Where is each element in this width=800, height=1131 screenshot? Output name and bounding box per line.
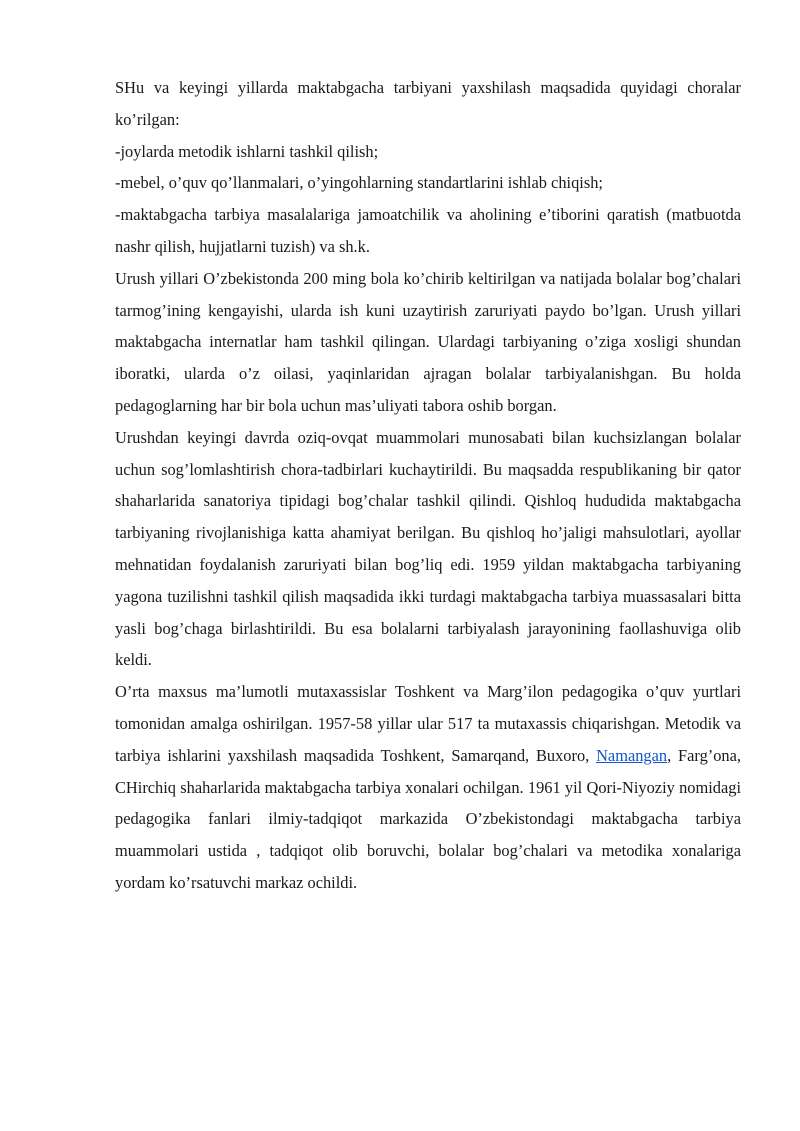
document-body (115, 72, 741, 899)
paragraph-mutaxassislar (115, 676, 741, 899)
paragraph-urushdan-keyingi: Urushdan keyingi davrda oziq-ovqat muammolari munosabati bilan kuchsizlangan bolalar uchun sog’lomlashtirish chora-tadbirlari kuchaytirildi. Bu maqsadda respublikaning bir qator shaharlarida sanatoriya tipidagi bog’chalar tashkil qilindi. Qishloq hududida maktabgacha tarbiyaning rivojlanishiga katta ahamiyat berilgan. Bu qishloq ho’jaligi mahsulotlari, ayollar mehnatidan foydalanish zaruriyati bilan bog’liq edi. 1959 yildan maktabgacha tarbiyaning yagona tuzilishni tashkil qilish maqsadida ikki turdagi maktabgacha tarbiya muassasalari bitta yasli bog’chaga birlashtirildi. Bu esa bolalarni tarbiyalash jarayonining faollashuviga olib keldi. (115, 427, 741, 670)
paragraph-urush-yillari: Urush yillari O’zbekistonda 200 ming bola ko’chirib keltirilgan va natijada bolalar bog’chalari tarmog’ining kengayishi, ularda ish kuni uzaytirish zaruriyati paydo bo’lgan. Urush yillari maktabgacha internatlar ham tashkil qilingan. Ulardagi tarbiyaning o’ziga xosligi shundan iboratki, ularda o’z oilasi, yaqinlaridan ajragan bolalar tarbiyalanishgan. Bu holda pedagoglarning har bir bola uchun mas’uliyati tabora oshib borgan. (115, 268, 741, 415)
paragraph-text-after-link: , Farg’ona, CHirchiq shaharlarida maktabgacha tarbiya xonalari ochilgan. 1961 yil Qori-Niyoziy nomidagi pedagogika fanlari ilmiy-tadqiqot markazida O’zbekistondagi maktabgacha tarbiya muammolari ustida , tadqiqot olib boruvchi, bolalar bog’chalari va metodika xonalariga yordam ko’rsatuvchi markaz ochildi. (115, 745, 741, 892)
list-item-mebel: -mebel, o’quv qo’llanmalari, o’yingohlarning standartlarini ishlab chiqish; (115, 173, 603, 193)
namangan-link[interactable]: Namangan (596, 745, 668, 765)
paragraph-text-before-link: O’rta maxsus ma’lumotli mutaxassislar Toshkent va Marg’ilon pedagogika o’quv yurtlari tomonidan amalga oshirilgan. 1957-58 yillar ular 517 ta mutaxassis chiqarishgan. Metodik va tarbiya ishlarini yaxshilash maqsadida Toshkent, Samarqand, Buxoro, (115, 682, 741, 765)
list-item-metodik: -joylarda metodik ishlarni tashkil qilish; (115, 141, 379, 161)
paragraph-intro: SHu va keyingi yillarda maktabgacha tarbiyani yaxshilash maqsadida quyidagi choralar ko’rilgan: (115, 78, 741, 129)
list-item-jamoatchilik: -maktabgacha tarbiya masalalariga jamoatchilik va aholining e’tiborini qaratish (matbuotda nashr qilish, hujjatlarni tuzish) va sh.k. (115, 205, 741, 256)
